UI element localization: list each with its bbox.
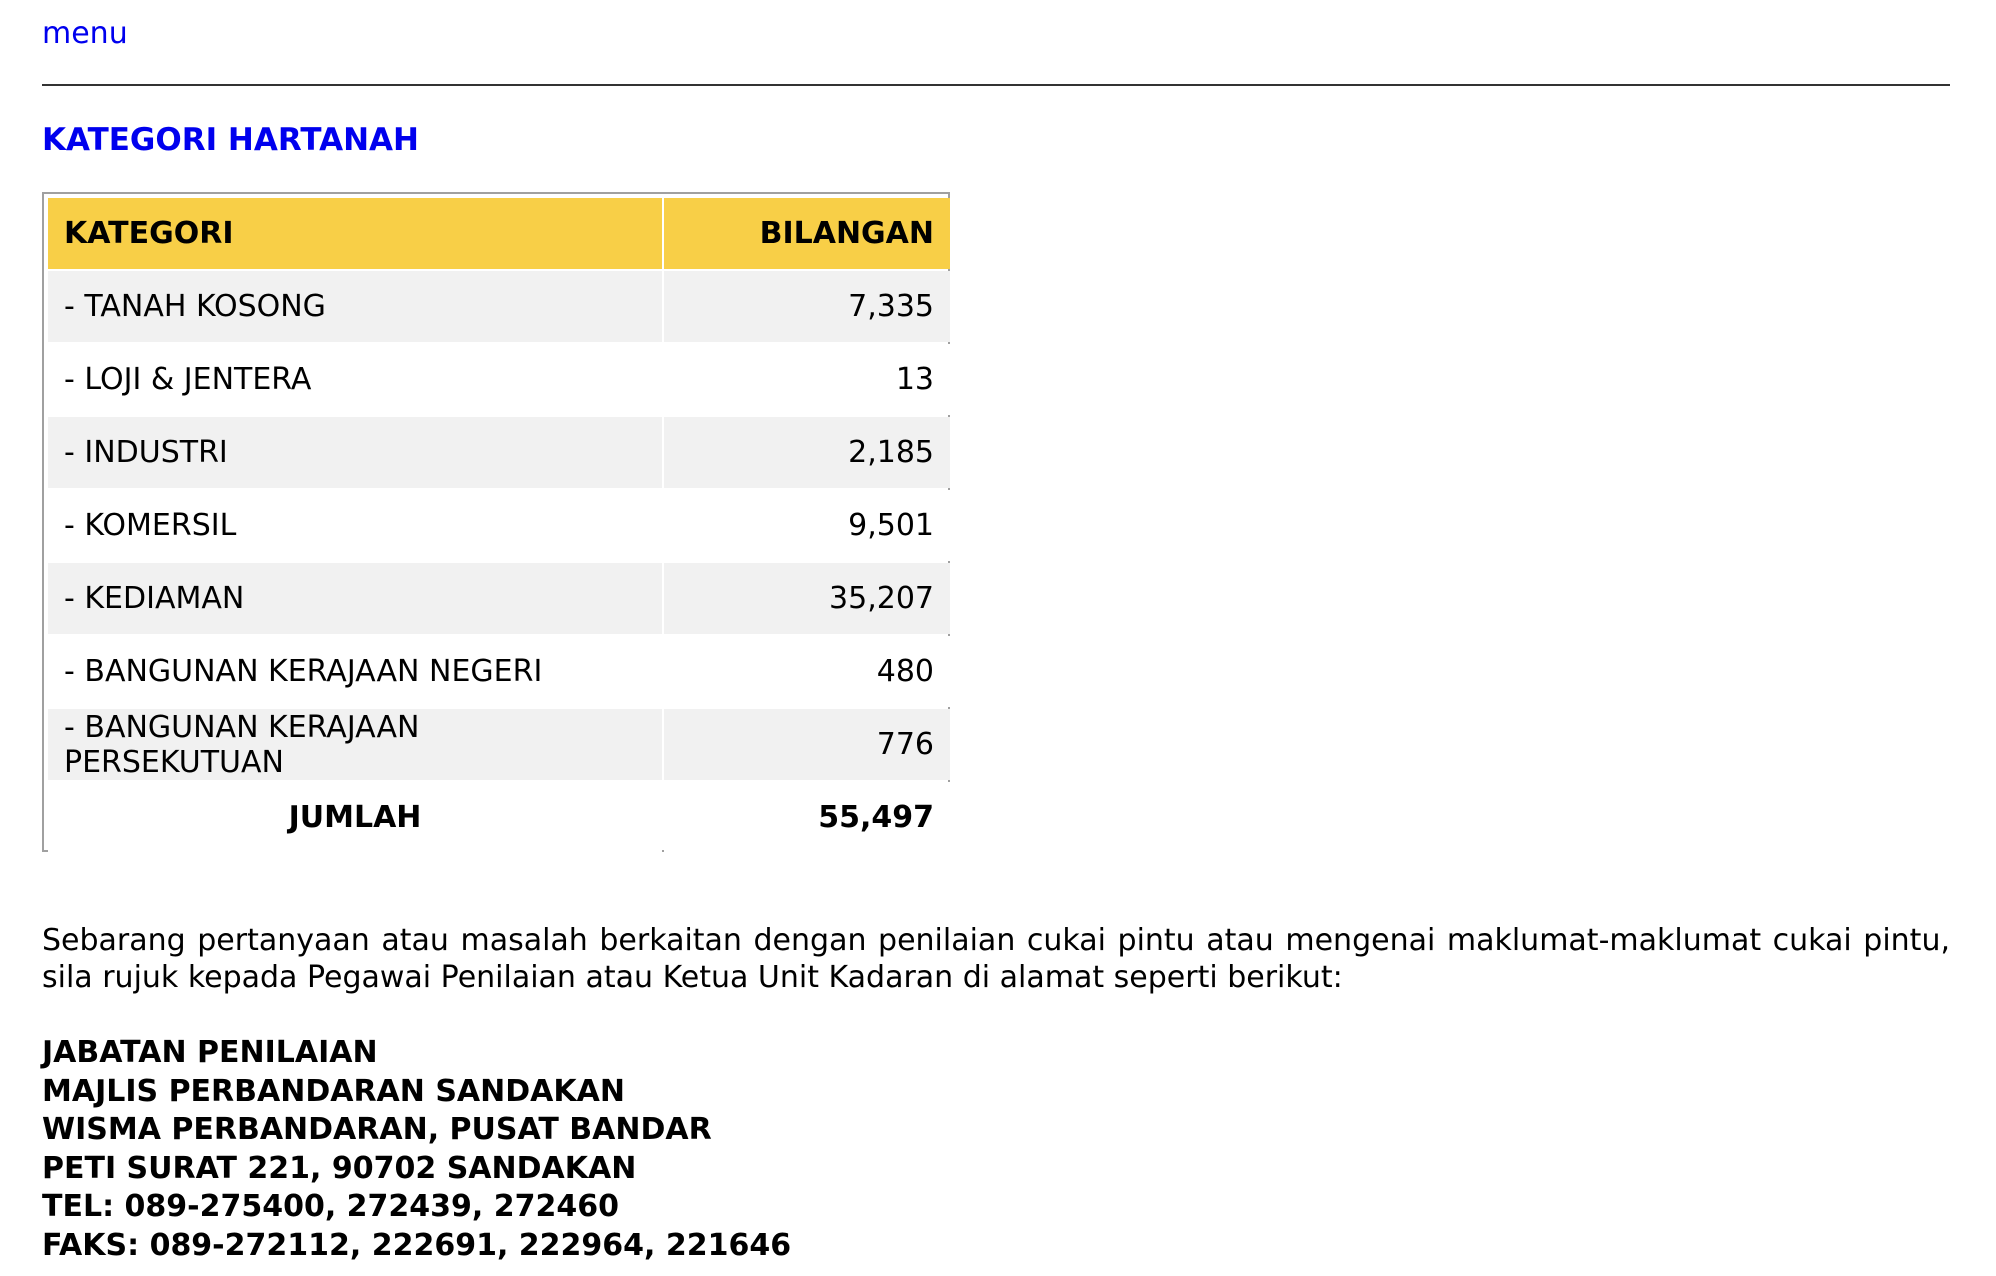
row-label: - KOMERSIL — [48, 490, 662, 561]
table-row — [48, 563, 950, 634]
table-row — [48, 490, 950, 561]
row-label: - BANGUNAN KERAJAAN NEGERI — [48, 636, 662, 707]
category-table — [46, 196, 952, 855]
row-value: 13 — [664, 344, 950, 415]
address-line: JABATAN PENILAIAN — [42, 1035, 378, 1070]
address-line: FAKS: 089-272112, 222691, 222964, 221646 — [42, 1227, 792, 1263]
row-label: - LOJI & JENTERA — [48, 344, 662, 415]
row-label: - INDUSTRI — [48, 417, 662, 488]
table-row — [48, 709, 950, 780]
row-value: 480 — [664, 636, 950, 707]
address-line: WISMA PERBANDARAN, PUSAT BANDAR — [42, 1112, 712, 1147]
table-row — [48, 344, 950, 415]
table-total-row — [48, 782, 950, 853]
header-category: KATEGORI — [48, 198, 662, 269]
section-title: KATEGORI HARTANAH — [42, 122, 419, 158]
row-value: 2,185 — [664, 417, 950, 488]
table-row — [48, 636, 950, 707]
total-value: 55,497 — [664, 782, 950, 853]
row-label: - BANGUNAN KERAJAAN PERSEKUTUAN — [48, 709, 662, 780]
row-value: 7,335 — [664, 271, 950, 342]
address-line: PETI SURAT 221, 90702 SANDAKAN — [42, 1150, 637, 1186]
table-header-row — [48, 198, 950, 269]
menu-link[interactable]: menu — [42, 16, 128, 51]
inquiry-paragraph: Sebarang pertanyaan atau masalah berkaitan dengan penilaian cukai pintu atau mengenai maklumat-maklumat cukai pintu, sila rujuk kepada Pegawai Penilaian atau Ketua Unit Kadaran di alamat seperti berikut: — [42, 923, 1950, 995]
header-count: BILANGAN — [664, 198, 950, 269]
table-row — [48, 417, 950, 488]
horizontal-divider — [42, 84, 1950, 86]
row-value: 9,501 — [664, 490, 950, 561]
property-category-table — [42, 192, 950, 852]
address-line: TEL: 089-275400, 272439, 272460 — [42, 1189, 620, 1224]
total-label: JUMLAH — [48, 782, 662, 853]
row-value: 776 — [664, 709, 950, 780]
row-value: 35,207 — [664, 563, 950, 634]
row-label: - KEDIAMAN — [48, 563, 662, 634]
table-row — [48, 271, 950, 342]
row-label: - TANAH KOSONG — [48, 271, 662, 342]
address-line: MAJLIS PERBANDARAN SANDAKAN — [42, 1073, 625, 1109]
contact-address — [42, 1034, 791, 1265]
